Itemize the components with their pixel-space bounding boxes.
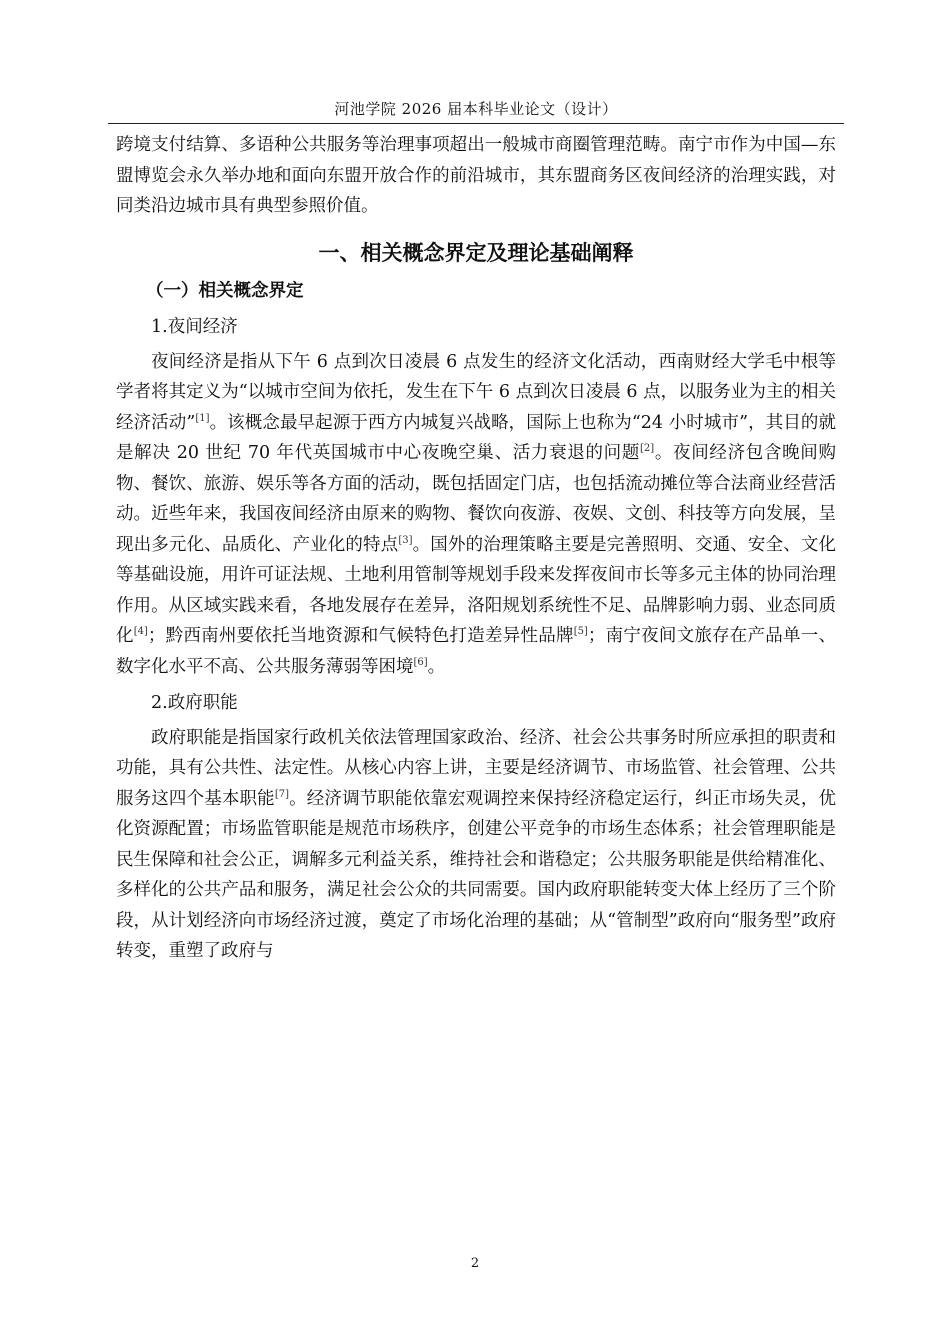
text-run: 夜间经济是指从下午 6 点到次日凌晨 6 点发生的经济文化活动，西南财经大学毛中根等学者将其定义为“以城市空间为依托，发生在下午 6 点到次日凌晨 6 点，以服务业为主的相关经济活动”	[116, 351, 836, 433]
paragraph-government-functions	[116, 723, 836, 967]
citation: [4]	[133, 626, 148, 637]
citation: [1]	[195, 412, 210, 424]
citation: [5]	[573, 626, 588, 637]
text-run: 。该概念最早起源于西方内城复兴战略，国际上也称为“24 小时城市”，其目的就是解决 20 世纪 70 年代英国城市中心夜晚空巢、活力衰退的问题	[116, 412, 836, 463]
item-title-night-economy: 1.夜间经济	[151, 317, 238, 337]
page-header: 河池学院 2026 届本科毕业论文（设计）	[334, 100, 618, 118]
page-number: 2	[470, 1256, 480, 1271]
text-run: 。经济调节职能依靠宏观调控来保持经济稳定运行，纠正市场失灵，优化资源配置；市场监管职能是规范市场秩序，创建公平竞争的市场生态体系；社会管理职能是民生保障和社会公正，调解多元利益关系，维持社会和谐稳定；公共服务职能是供给精准化、多样化的公共产品和服务，满足社会公众的共同需要。国内政府职能转变大体上经历了三个阶段，从计划经济向市场经济过渡，奠定了市场化治理的基础；从“管制型”政府向“服务型”政府转变，重塑了政府与	[116, 788, 836, 961]
citation: [2]	[640, 443, 655, 454]
text-run: ；黔西南州要依托当地资源和气候特色打造差异性品牌	[147, 626, 574, 646]
text-run: 。	[427, 656, 446, 677]
section-title: 一、相关概念界定及理论基础阐释	[318, 240, 634, 265]
paragraph-intro-continued: 跨境支付结算、多语种公共服务等治理事项超出一般城市商圈管理范畴。南宁市作为中国—东盟博览会永久举办地和面向东盟开放合作的前沿城市，其东盟商务区夜间经济的治理实践，对同类沿边城市具有典型参照价值。	[116, 135, 836, 216]
text-run: 政府职能是指国家行政机关依法管理国家政治、经济、社会公共事务时所应承担的职责和功能，具有公共性、法定性。从核心内容上讲，主要是经济调节、市场监管、社会管理、公共服务这四个基本职能	[116, 727, 836, 809]
header-divider	[108, 123, 844, 124]
text-run: ；南宁夜间文旅存在产品单一、数字化水平不高、公共服务薄弱等困境	[116, 626, 837, 677]
citation: [7]	[274, 788, 289, 800]
document-body	[116, 130, 836, 967]
citation: [6]	[413, 656, 428, 668]
text-run: 。夜间经济包含晚间购物、餐饮、旅游、娱乐等各方面的活动，既包括固定门店，也包括流动摊位等合法商业经营活动。近些年来，我国夜间经济由原来的购物、餐饮向夜游、夜娱、文创、科技等方向发展，呈现出多元化、品质化、产业化的特点	[116, 443, 836, 555]
item-title-government-functions: 2.政府职能	[151, 693, 238, 713]
text-run: 。国外的治理策略主要是完善照明、交通、安全、文化等基础设施，用许可证法规、土地利用管制等规划手段来发挥夜间市长等多元主体的协同治理作用。从区域实践来看，各地发展存在差异，洛阳规划系统性不足、品牌影响力弱、业态同质化	[116, 534, 837, 646]
subsection-title: （一）相关概念界定	[146, 280, 304, 301]
paragraph-night-economy	[116, 347, 836, 683]
citation: [3]	[398, 534, 413, 546]
